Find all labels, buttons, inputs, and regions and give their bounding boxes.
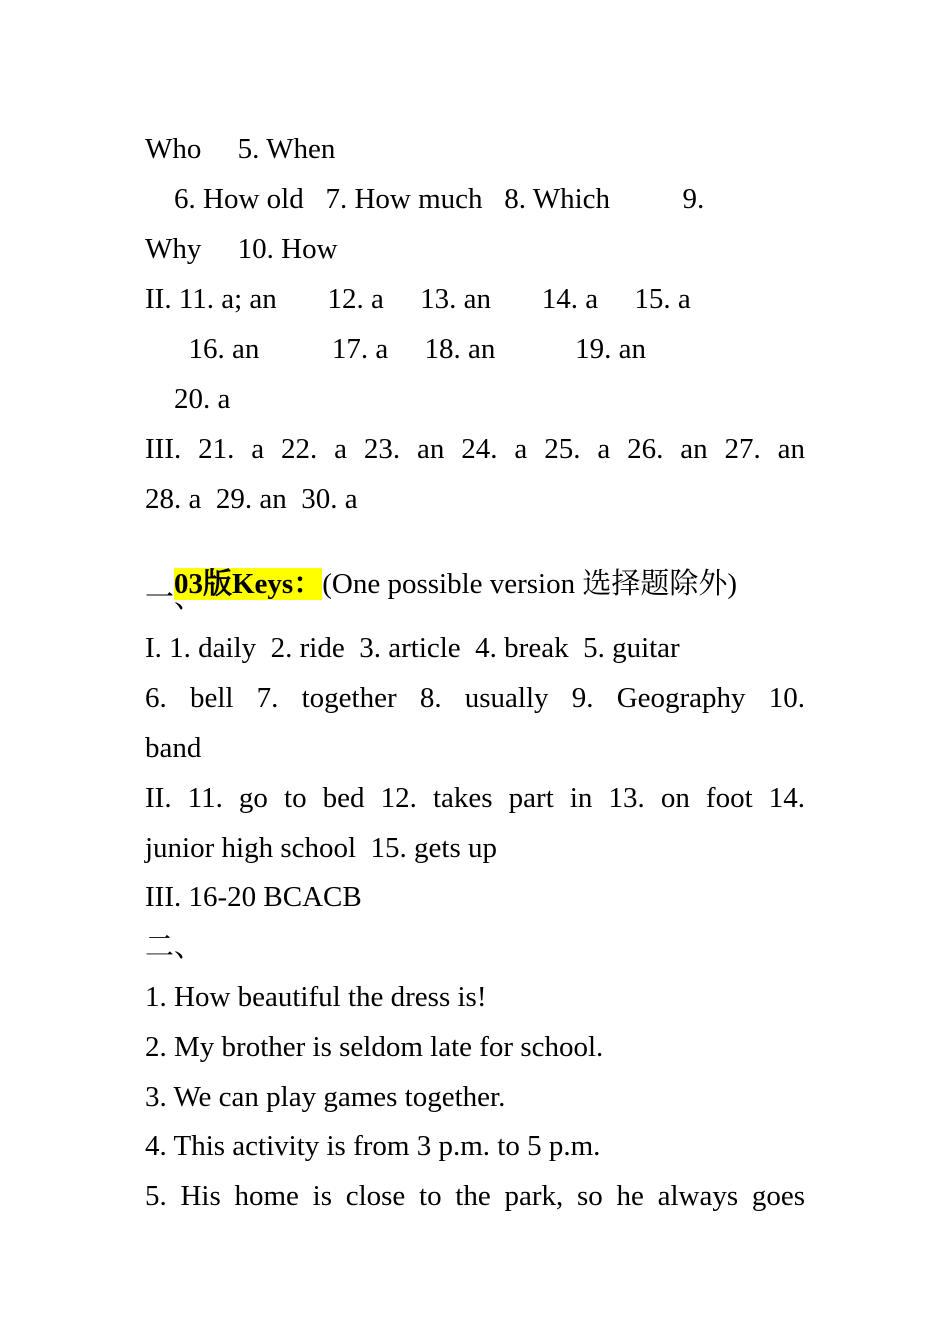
sentence-4: 4. This activity is from 3 p.m. to 5 p.m. [145, 1130, 601, 1162]
answer-line-7: III. 21. a 22. a 23. an 24. a 25. a 26. an 27. an [145, 433, 805, 465]
keys-heading-note: (One possible version 选择题除外) [322, 568, 738, 600]
answer-line-4: II. 11. a; an 12. a 13. an 14. a 15. a [145, 283, 691, 315]
answer-line-6: 20. a [145, 383, 231, 415]
sentence-5: 5. His home is close to the park, so he always goes [145, 1180, 805, 1212]
sentence-3: 3. We can play games together. [145, 1081, 506, 1113]
keys-heading [145, 530, 737, 638]
answer-line-2: 6. How old 7. How much 8. Which 9. [145, 183, 705, 215]
section-one-label: 一、 [145, 582, 204, 614]
answer-line-12: 6. bell 7. together 8. usually 9. Geography 10. [145, 682, 805, 714]
answer-line-15: junior high school 15. gets up [145, 832, 498, 864]
answer-line-16: III. 16-20 BCACB [145, 881, 362, 913]
sentence-2: 2. My brother is seldom late for school. [145, 1031, 604, 1063]
answer-line-5: 16. an 17. a 18. an 19. an [145, 333, 646, 365]
answer-line-14: II. 11. go to bed 12. takes part in 13. on foot 14. [145, 782, 805, 814]
answer-line-1: Who 5. When [145, 133, 336, 165]
answer-line-13: band [145, 732, 202, 764]
sentence-1: 1. How beautiful the dress is! [145, 981, 487, 1013]
answer-line-3: Why 10. How [145, 233, 338, 265]
answer-line-8: 28. a 29. an 30. a [145, 483, 358, 515]
answer-line-11: I. 1. daily 2. ride 3. article 4. break 5. guitar [145, 632, 680, 664]
keys-heading-highlight: 03版Keys： [174, 568, 323, 600]
section-two-label: 二、 [145, 931, 204, 963]
